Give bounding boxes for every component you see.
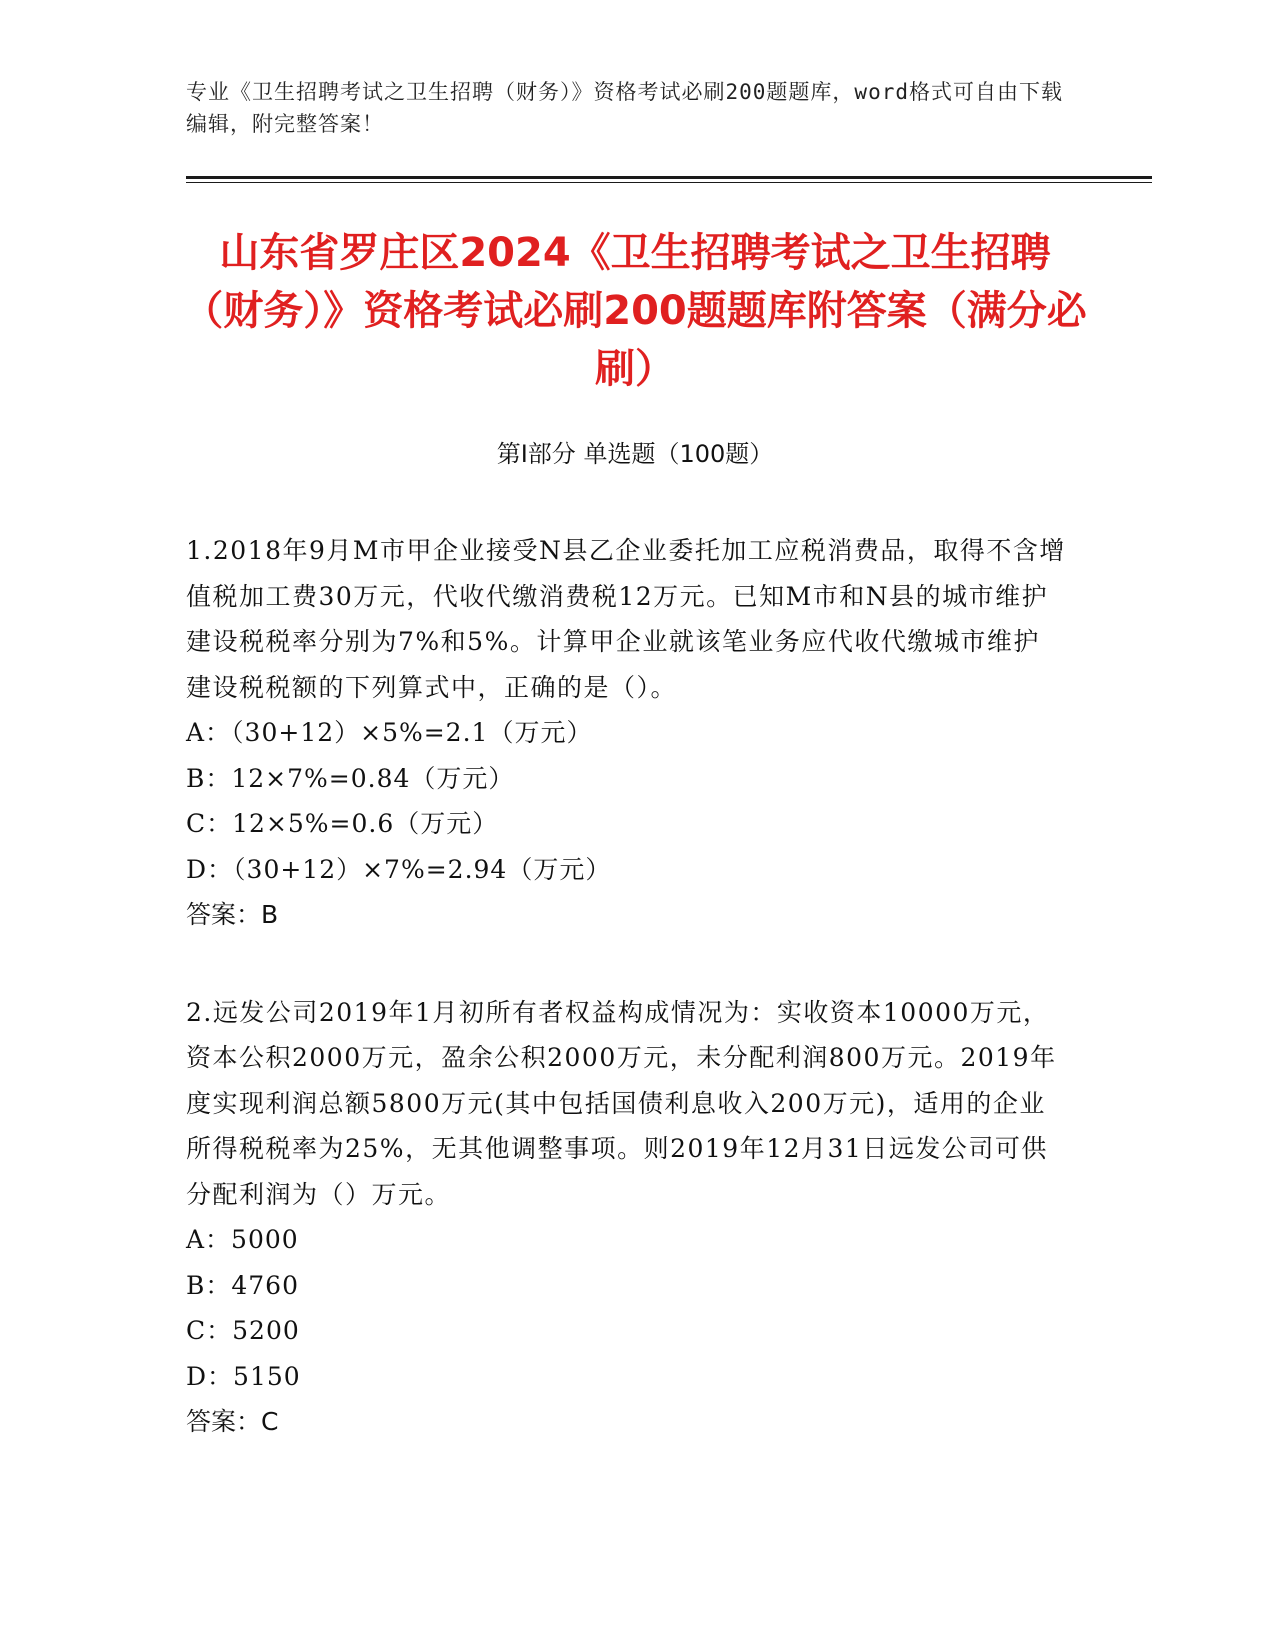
- document-title: 山东省罗庄区2024《卫生招聘考试之卫生招聘（财务）》资格考试必刷200题题库附答案（满分必刷）: [183, 230, 1087, 392]
- header-divider-thin: [186, 182, 1152, 183]
- section-heading: 第Ⅰ部分 单选题（100题）: [496, 440, 774, 468]
- option-b: B：12×7%=0.84（万元）: [186, 763, 515, 793]
- question-list: [186, 528, 1066, 1497]
- answer: 答案：B: [186, 900, 279, 929]
- answer: 答案：C: [186, 1407, 279, 1436]
- option-b: B：4760: [186, 1270, 299, 1300]
- header-divider-thick: [186, 176, 1152, 179]
- question-2: [186, 990, 1066, 1445]
- option-c: C：12×5%=0.6（万元）: [186, 809, 499, 838]
- option-a: A：（30+12）×5%=2.1（万元）: [186, 718, 593, 747]
- question-stem: 2.远发公司2019年1月初所有者权益构成情况为：实收资本10000万元，资本公积2000万元，盈余公积2000万元，未分配利润800万元。2019年度实现利润总额5800万元(其中包括国债利息收入200万元)，适用的企业所得税税率为25%，无其他调整事项。则2019年12月31日远发公司可供分配利润为（）万元。: [186, 997, 1057, 1209]
- option-d: D：5150: [186, 1361, 301, 1391]
- question-stem: 1.2018年9月M市甲企业接受N县乙企业委托加工应税消费品，取得不含增值税加工费30万元，代收代缴消费税12万元。已知M市和N县的城市维护建设税税率分别为7%和5%。计算甲企业就该笔业务应代收代缴城市维护建设税税额的下列算式中，正确的是（）。: [186, 536, 1066, 702]
- option-a: A：5000: [186, 1225, 299, 1254]
- option-c: C：5200: [186, 1316, 300, 1345]
- header-note: 专业《卫生招聘考试之卫生招聘（财务）》资格考试必刷200题题库，word格式可自由下载编辑，附完整答案！: [186, 80, 1063, 136]
- option-d: D：（30+12）×7%=2.94（万元）: [186, 854, 612, 884]
- question-1: [186, 528, 1066, 938]
